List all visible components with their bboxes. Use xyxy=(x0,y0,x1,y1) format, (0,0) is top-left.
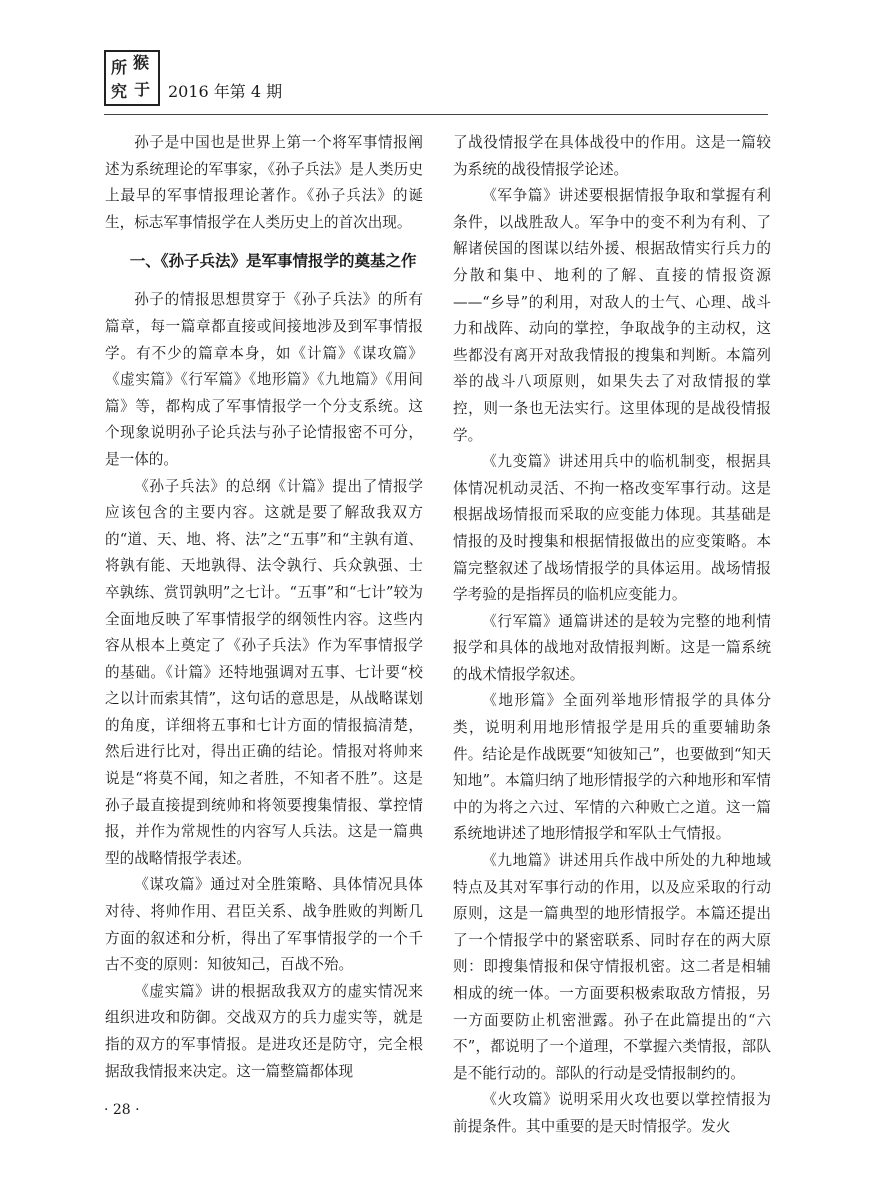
logo-char: 所 xyxy=(111,58,128,77)
body-paragraph: 《虚实篇》讲的根据敌我双方的虚实情况来组织进攻和防御。交战双方的兵力虚实等，就是指的双方的军事情报。是进攻还是防守，完全根据敌我情报来决定。这一篇整篇都体现 xyxy=(105,982,423,1080)
left-column xyxy=(105,130,423,1085)
logo-char: 于 xyxy=(134,80,151,99)
header-rule xyxy=(104,114,768,115)
body-paragraph: 《火攻篇》说明采用火攻也要以掌控情报为前提条件。其中重要的是天时情报学。发火 xyxy=(453,1091,771,1135)
intro-paragraph: 孙子是中国也是世界上第一个将军事情报阐述为系统理论的军事家，《孙子兵法》是人类历史上最早的军事情报理论著作。《孙子兵法》的诞生，标志军事情报学在人类历史上的首次出现。 xyxy=(105,134,423,231)
body-paragraph: 《九变篇》讲述用兵中的临机制变，根据具体情况机动灵活、不拘一格改变军事行动。这是根据战场情报而采取的应变能力体现。其基础是情报的及时搜集和根据情报做出的应变策略。本篇完整叙述了战场情报学的具体运用。战场情报学考验的是指挥员的临机应变能力。 xyxy=(453,453,771,604)
page-number: · 28 · xyxy=(104,1102,140,1118)
body-paragraph: 《九地篇》讲述用兵作战中所处的九种地域特点及其对军事行动的作用，以及应采取的行动原则，这是一篇典型的地形情报学。本篇还提出了一个情报学中的紧密联系、同时存在的两大原则：即搜集情报和保守情报机密。这二者是相辅相成的统一体。一方面要积极索取敌方情报，另一方面要防止机密泄露。孙子在此篇提出的“六不”，都说明了一个道理，不掌握六类情报，部队是不能行动的。部队的行动是受情报制约的。 xyxy=(453,852,771,1082)
logo-char: 猴 xyxy=(133,53,150,72)
journal-logo xyxy=(104,50,160,106)
body-paragraph: 《谋攻篇》通过对全胜策略、具体情况具体对待、将帅作用、君臣关系、战争胜败的判断几方面的叙述和分析，得出了军事情报学的一个千古不变的原则：知彼知己，百战不殆。 xyxy=(105,876,423,974)
body-paragraph: 《孙子兵法》的总纲《计篇》提出了情报学应该包含的主要内容。这就是要了解敌我双方的“道、天、地、将、法”之“五事”和“主孰有道、将孰有能、天地孰得、法令孰行、兵众孰强、士卒孰练、赏罚孰明”之七计。“五事”和“七计”较为全面地反映了军事情报学的纲领性内容。这些内容从根本上奠定了《孙子兵法》作为军事情报学的基础。《计篇》还特地强调对五事、七计要“校之以计而索其情”，这句话的意思是，从战略谋划的角度，详细将五事和七计方面的情报搞清楚，然后进行比对，得出正确的结论。情报对将帅来说是“将莫不闻，知之者胜，不知者不胜”。这是孙子最直接提到统帅和将领要搜集情报、掌控情报，并作为常规性的内容写人兵法。这是一篇典型的战略情报学表述。 xyxy=(105,477,423,867)
issue-label: 2016 年第 4 期 xyxy=(168,82,283,101)
section-heading: 一、《孙子兵法》是军事情报学的奠基之作 xyxy=(129,252,417,271)
continued-paragraph: 了战役情报学在具体战役中的作用。这是一篇较为系统的战役情报学论述。 xyxy=(453,134,771,178)
body-paragraph: 《军争篇》讲述要根据情报争取和掌握有利条件，以战胜敌人。军争中的变不利为有利、了解诸侯国的图谋以结外援、根据敌情实行兵力的分散和集中、地利的了解、直接的情报资源——“乡导”的利用，对敌人的士气、心理、战斗力和战阵、动向的掌控，争取战争的主动权，这些都没有离开对敌我情报的搜集和判断。本篇列举的战斗八项原则，如果失去了对敌情报的掌控，则一条也无法实行。这里体现的是战役情报学。 xyxy=(453,187,771,444)
logo-char: 究 xyxy=(111,82,128,101)
right-column xyxy=(453,130,771,1141)
body-paragraph: 孙子的情报思想贯穿于《孙子兵法》的所有篇章，每一篇章都直接或间接地涉及到军事情报学。有不少的篇章本身，如《计篇》《谋攻篇》《虚实篇》《行军篇》《地形篇》《九地篇》《用间篇》等，都构成了军事情报学一个分支系统。这个现象说明孙子论兵法与孙子论情报密不可分，是一体的。 xyxy=(105,291,423,468)
body-paragraph: 《地形篇》全面列举地形情报学的具体分类，说明利用地形情报学是用兵的重要辅助条件。结论是作战既要“知彼知己”，也要做到“知天知地”。本篇归纳了地形情报学的六种地形和军情中的为将之六过、军情的六种败亡之道。这一篇系统地讲述了地形情报学和军队士气情报。 xyxy=(453,692,771,843)
body-paragraph: 《行军篇》通篇讲述的是较为完整的地利情报学和具体的战地对敌情报判断。这是一篇系统的战术情报学叙述。 xyxy=(453,612,771,683)
